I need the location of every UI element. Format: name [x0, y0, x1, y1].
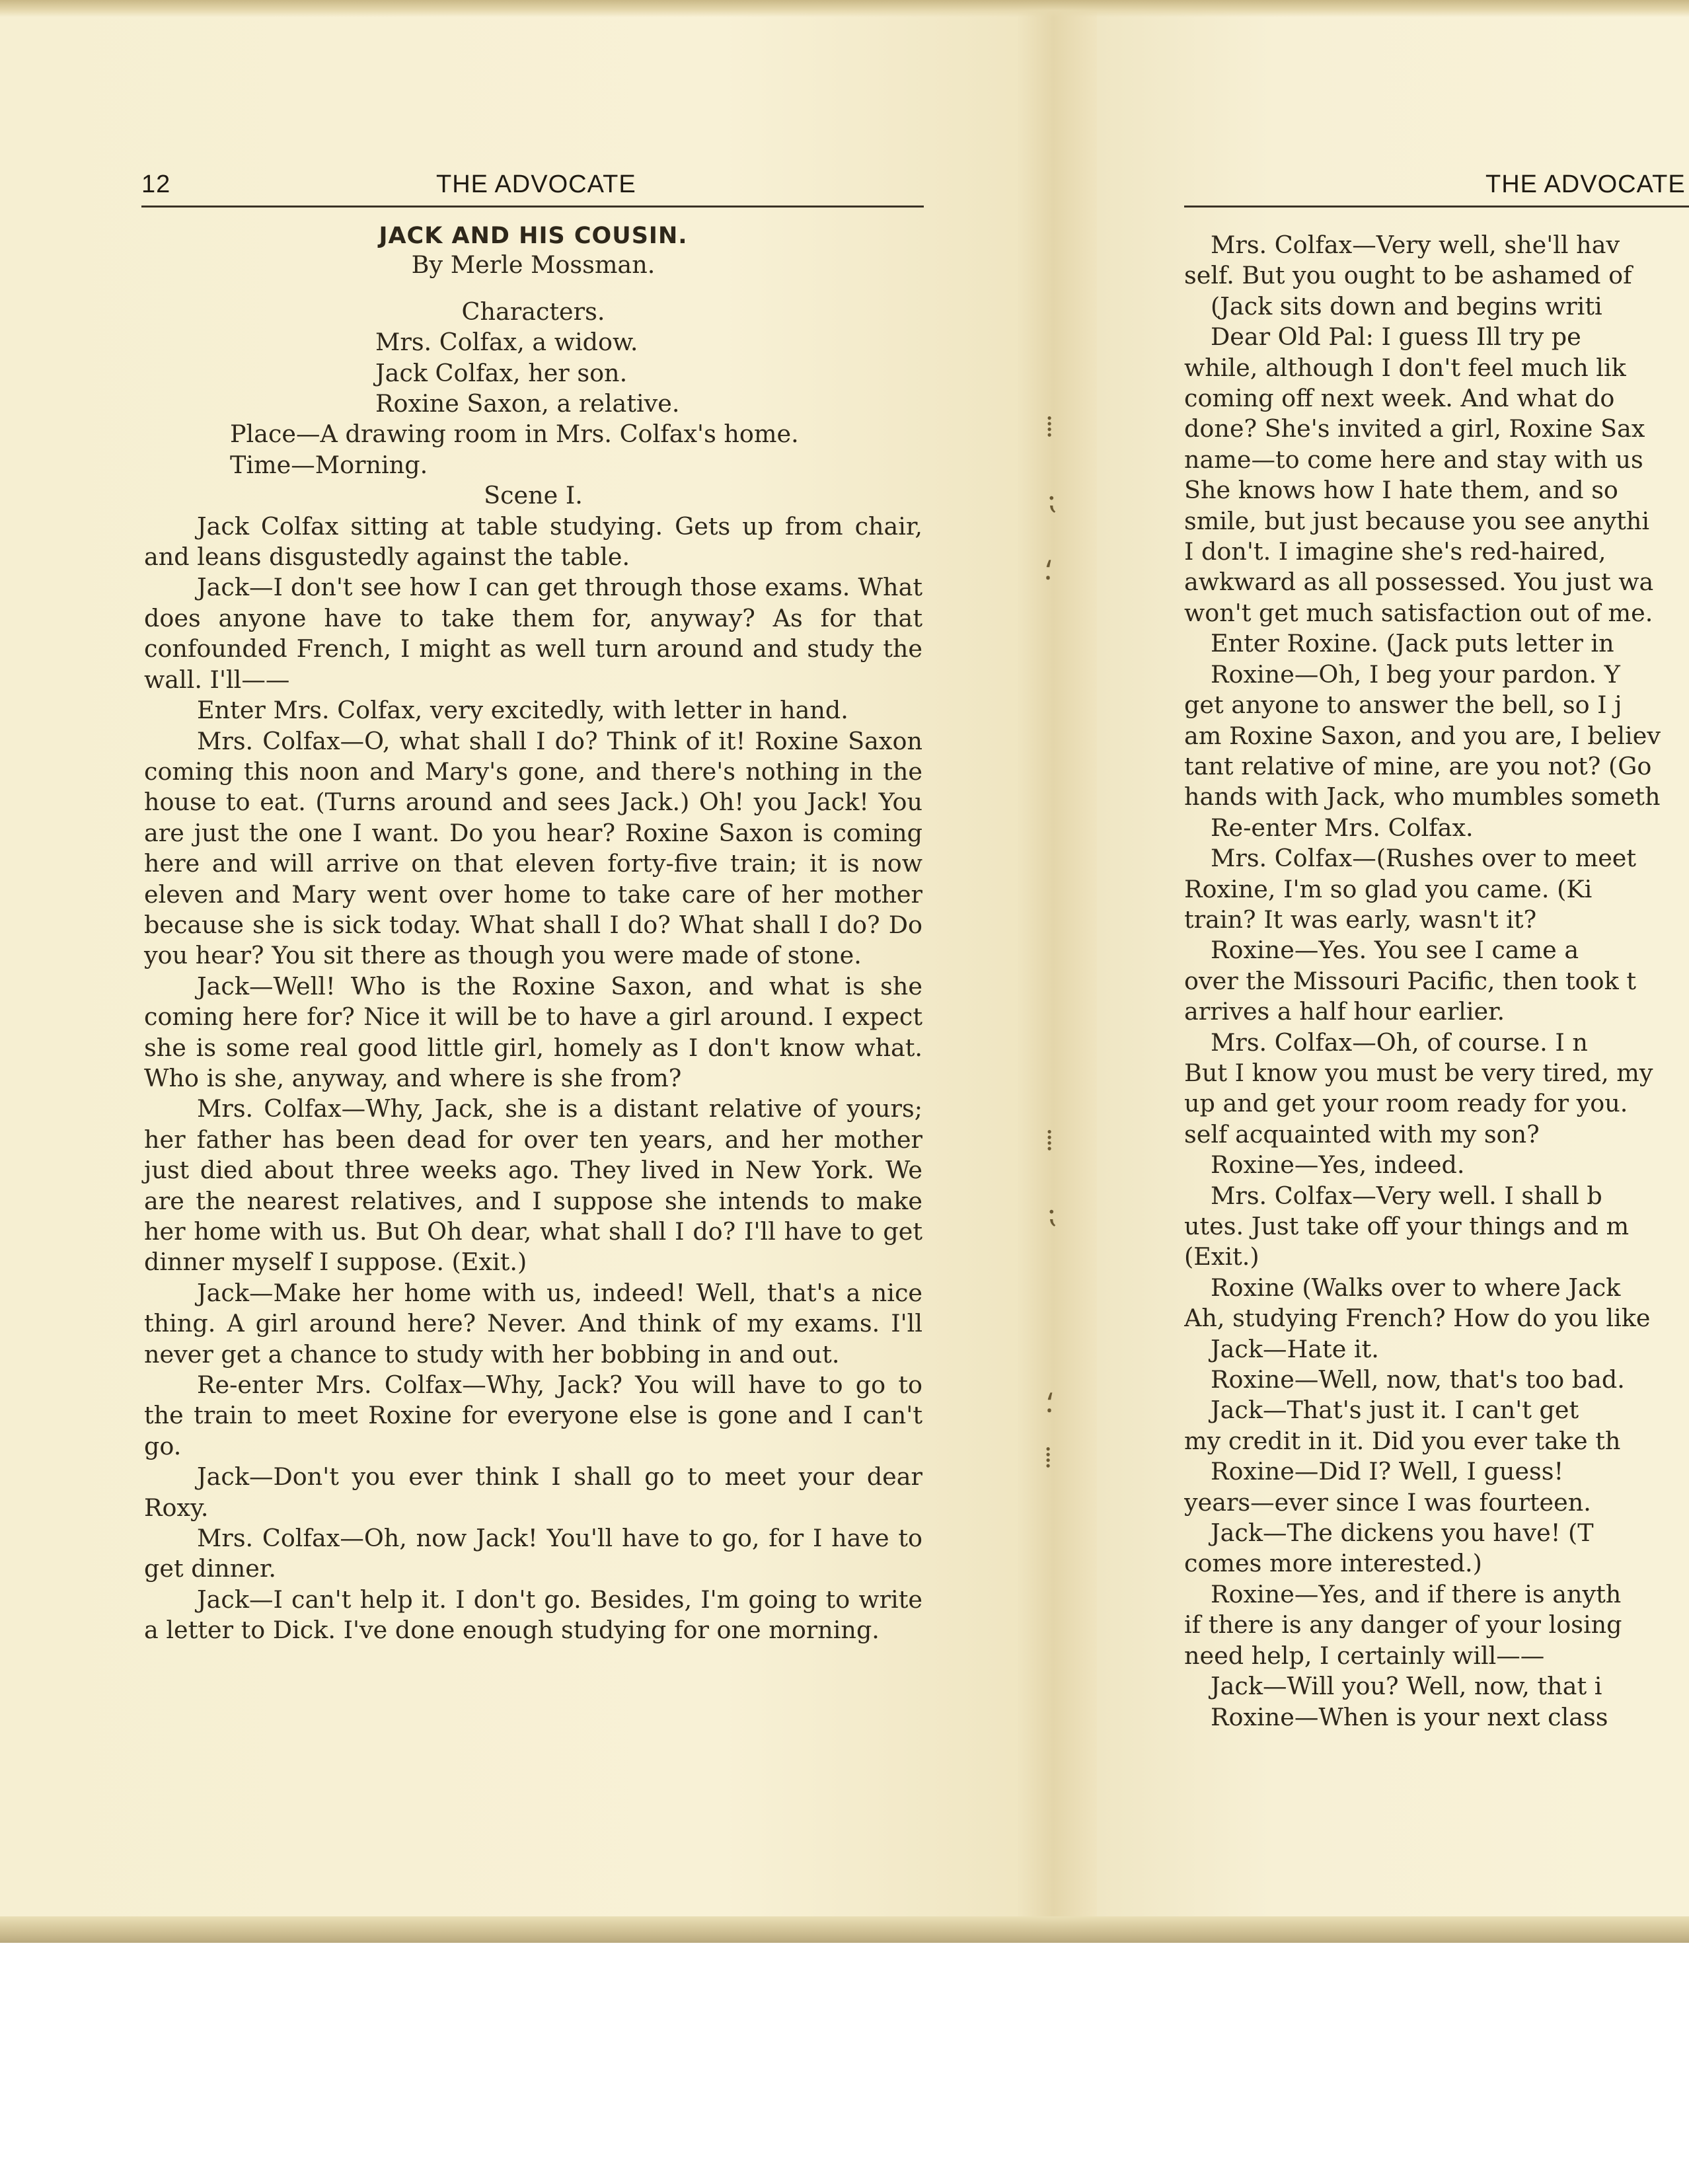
text-line: Re-enter Mrs. Colfax. [1211, 813, 1474, 842]
binding-mark: ⸵ [1044, 553, 1052, 587]
text-line: self. But you ought to be ashamed of [1184, 261, 1632, 290]
characters-heading: Characters. [461, 297, 605, 326]
text-line: Roxine—Did I? Well, I guess! [1211, 1457, 1564, 1486]
text-line: smile, but just because you see anythi [1184, 506, 1650, 535]
page-number: 12 [141, 170, 171, 198]
page-bottom-edge [0, 1916, 1689, 1943]
text-line: (Exit.) [1184, 1242, 1259, 1271]
text-line: Roxine—Yes, indeed. [1211, 1150, 1465, 1180]
byline: By Merle Mossman. [411, 250, 656, 280]
text-line: comes more interested.) [1184, 1549, 1482, 1578]
time-line: Time—Morning. [230, 450, 428, 479]
character-1: Mrs. Colfax, a widow. [375, 328, 638, 357]
text-line: tant relative of mine, are you not? (Go [1184, 751, 1652, 780]
text-line: Roxine—Yes. You see I came a [1211, 936, 1579, 965]
text-line: Mrs. Colfax—(Rushes over to meet [1211, 844, 1637, 873]
paragraph: Mrs. Colfax—O, what shall I do? Think of it! Roxine Saxon coming this noon and Mary's gone, and there's nothing in the house to eat. (Turns around and sees Jack.) Oh! you Jack! You are just the one I want. Do you hear? Roxine Saxon is coming here and will arrive on that eleven forty-five train; it is now eleven and Mary went over home to take care of her mother because she is sick today. What shall I do? What shall I do? Do you hear? You sit there as though you were made of stone. [144, 726, 922, 970]
paragraph: Jack Colfax sitting at table studying. Gets up from chair, and leans disgustedly against the table. [144, 511, 922, 572]
paragraph: Mrs. Colfax—Oh, now Jack! You'll have to go, for I have to get dinner. [144, 1524, 922, 1583]
text-line: Roxine—Oh, I beg your pardon. Y [1211, 659, 1620, 689]
text-line: self acquainted with my son? [1184, 1119, 1540, 1148]
binding-mark: ⁞ [1044, 1441, 1053, 1474]
text-line: Jack—Will you? Well, now, that i [1211, 1672, 1602, 1701]
text-line: am Roxine Saxon, and you are, I believ [1184, 721, 1661, 750]
binding-mark: ⁞ [1045, 410, 1054, 443]
text-line: need help, I certainly will—— [1184, 1641, 1545, 1670]
article-title: JACK AND HIS COUSIN. [379, 223, 688, 249]
binding-mark: ⸵ [1045, 1386, 1053, 1419]
text-line: (Jack sits down and begins writi [1211, 291, 1602, 320]
binding-mark: ⁏ [1047, 1196, 1057, 1230]
text-line: Roxine—Yes, and if there is anyth [1211, 1579, 1622, 1608]
paragraph: Jack—Don't you ever think I shall go to meet your dear Roxy. [144, 1462, 922, 1522]
paragraph: Jack—I can't help it. I don't go. Besides, I'm going to write a letter to Dick. I've done enough studying for one morning. [144, 1585, 922, 1645]
character-3: Roxine Saxon, a relative. [375, 389, 680, 418]
text-line: my credit in it. Did you ever take th [1184, 1426, 1621, 1455]
left-column [144, 221, 922, 1646]
text-line: Roxine (Walks over to where Jack [1211, 1273, 1621, 1302]
text-line: She knows how I hate them, and so [1184, 476, 1618, 505]
text-line: coming off next week. And what do [1184, 384, 1615, 413]
text-line: Mrs. Colfax—Oh, of course. I n [1211, 1028, 1588, 1057]
paragraph: Jack—Well! Who is the Roxine Saxon, and what is she coming here for? Nice it will be to have a girl around. I expect she is some real good little girl, homely as I don't know what. Who is she, anyway, and where is she from? [144, 971, 922, 1092]
text-line: Jack—The dickens you have! (T [1211, 1519, 1594, 1548]
text-line: I don't. I imagine she's red-haired, [1184, 537, 1606, 566]
paragraph: Mrs. Colfax—Why, Jack, she is a distant relative of yours; her father has been dead for over ten years, and her mother just died about three weeks ago. They lived in New York. We are the nearest relatives, and I suppose she intends to make her home with us. But Oh dear, what shall I do? I'll have to get dinner myself I suppose. (Exit.) [144, 1094, 922, 1277]
text-line: Enter Roxine. (Jack puts letter in [1211, 629, 1614, 658]
text-line: hands with Jack, who mumbles someth [1184, 782, 1661, 811]
text-line: Mrs. Colfax—Very well, she'll hav [1211, 231, 1620, 259]
text-line: train? It was early, wasn't it? [1184, 905, 1537, 934]
right-column [1184, 230, 1689, 1750]
text-line: while, although I don't feel much lik [1184, 353, 1626, 382]
text-line: Roxine—When is your next class [1211, 1702, 1608, 1731]
text-line: done? She's invited a girl, Roxine Sax [1184, 414, 1645, 443]
text-line: arrives a half hour earlier. [1184, 997, 1505, 1026]
text-line: Jack—Hate it. [1211, 1334, 1379, 1363]
text-line: Dear Old Pal: I guess Ill try pe [1211, 322, 1581, 352]
book-gutter [1018, 0, 1097, 1943]
paragraph: Enter Mrs. Colfax, very excitedly, with letter in hand. [197, 696, 848, 725]
page-top-edge [0, 0, 1689, 17]
scene-heading: Scene I. [484, 481, 583, 510]
text-line: get anyone to answer the bell, so I j [1184, 691, 1622, 720]
text-line: up and get your room ready for you. [1184, 1089, 1628, 1118]
text-line: utes. Just take off your things and m [1184, 1212, 1630, 1240]
text-line: awkward as all possessed. You just wa [1184, 568, 1654, 597]
paragraph: Re-enter Mrs. Colfax—Why, Jack? You will have to go to the train to meet Roxine for everyone else is gone and I can't go. [144, 1371, 922, 1460]
text-line: name—to come here and stay with us [1184, 445, 1643, 474]
text-line: Roxine—Well, now, that's too bad. [1211, 1365, 1625, 1394]
text-line: if there is any danger of your losing [1184, 1610, 1622, 1639]
binding-mark: ⁞ [1045, 1123, 1054, 1157]
text-line: over the Missouri Pacific, then took t [1184, 966, 1637, 995]
paragraph: Jack—I don't see how I can get through those exams. What does anyone have to take them for, anyway? As for that confounded French, I might as well turn around and study the wall. I'll—— [144, 573, 922, 694]
paragraph: Jack—Make her home with us, indeed! Well, that's a nice thing. A girl around here? Never. And think of my exams. I'll never get a chance to study with her bobbing in and out. [144, 1278, 922, 1369]
text-line: But I know you must be very tired, my [1184, 1058, 1653, 1087]
running-head-left: THE ADVOCATE [436, 170, 636, 198]
text-line: Ah, studying French? How do you like [1184, 1304, 1651, 1333]
place-line: Place—A drawing room in Mrs. Colfax's home. [230, 420, 799, 449]
text-line: years—ever since I was fourteen. [1184, 1487, 1591, 1517]
header-rule-right [1184, 206, 1689, 207]
header-rule-left [141, 206, 924, 207]
text-line: Mrs. Colfax—Very well. I shall b [1211, 1181, 1602, 1210]
binding-mark: ⁏ [1047, 482, 1057, 516]
running-head-right: THE ADVOCATE [1485, 170, 1686, 198]
text-line: won't get much satisfaction out of me. [1184, 598, 1653, 627]
text-line: Jack—That's just it. I can't get [1211, 1396, 1579, 1425]
character-2: Jack Colfax, her son. [375, 358, 628, 387]
text-line: Roxine, I'm so glad you came. (Ki [1184, 874, 1593, 903]
